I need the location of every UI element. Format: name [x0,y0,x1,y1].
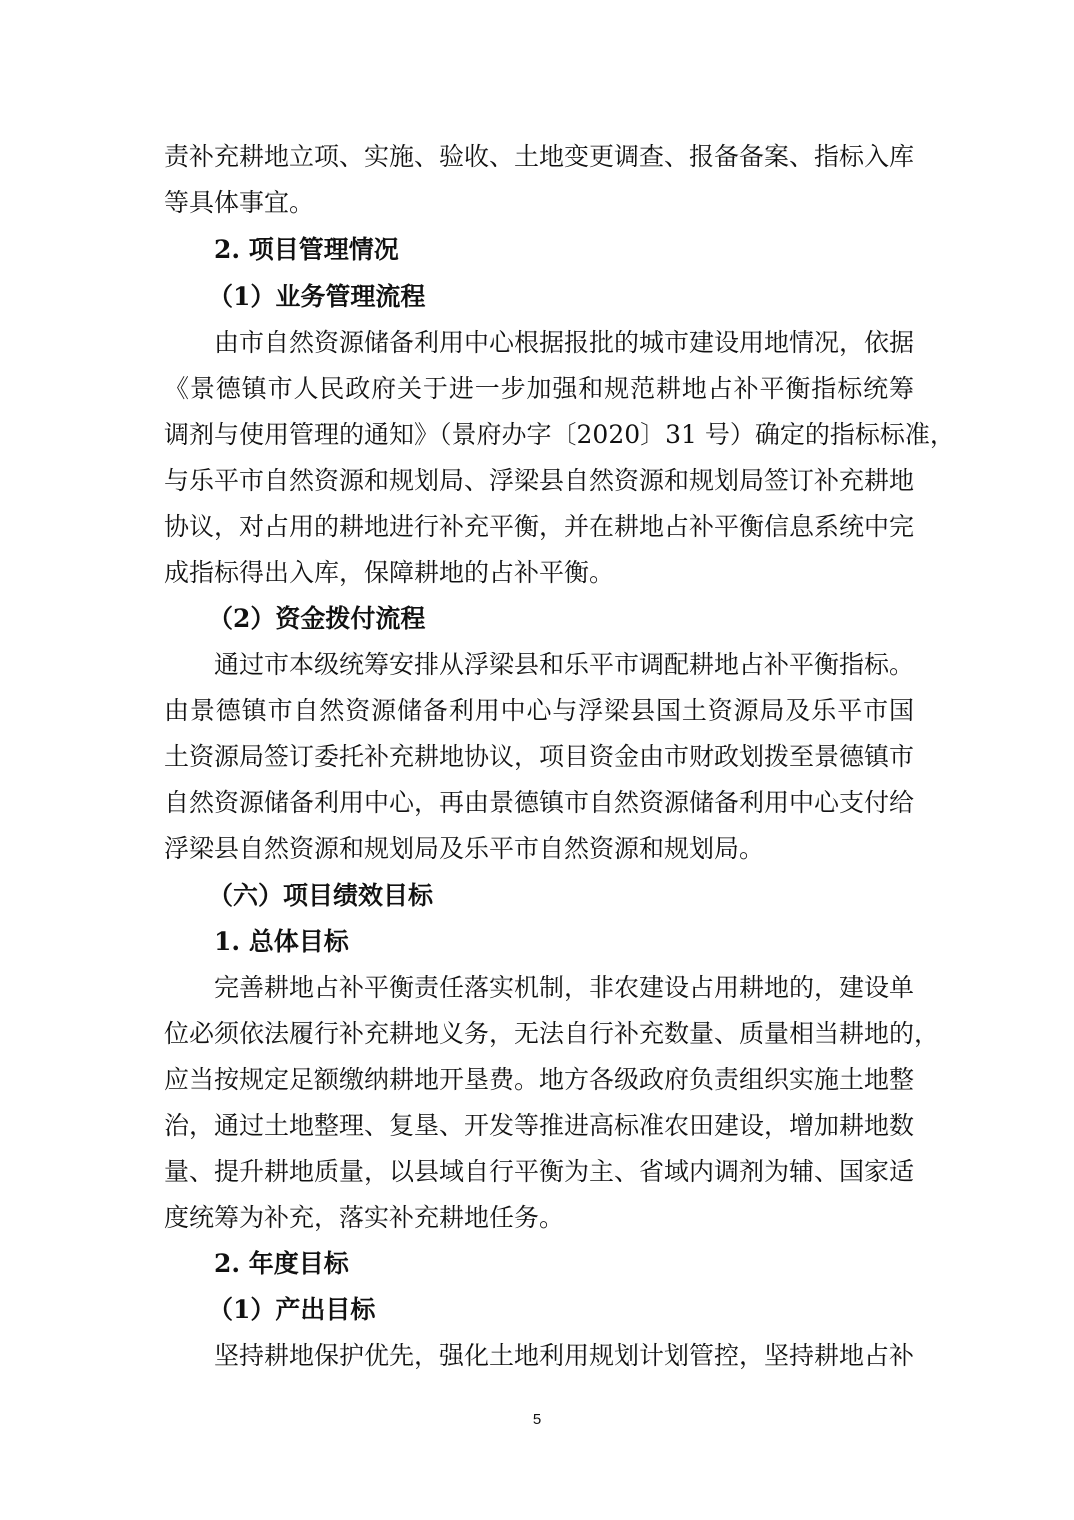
subsection-heading: （2）资金拨付流程 [208,604,426,633]
paragraph-line: 度统筹为补充，落实补充耕地任务。 [164,1203,565,1232]
paragraph-line: 等具体事宜。 [164,188,315,217]
paragraph-line: 成指标得出入库，保障耕地的占补平衡。 [164,558,615,587]
paragraph-line: 通过市本级统筹安排从浮梁县和乐平市调配耕地占补平衡指标。 [214,650,915,679]
subsection-heading: 1. 总体目标 [214,927,349,956]
subsection-heading: （1）产出目标 [208,1295,376,1324]
paragraph-line: 协议，对占用的耕地进行补充平衡，并在耕地占补平衡信息系统中完 [164,512,915,541]
paragraph-line: 完善耕地占补平衡责任落实机制，非农建设占用耕地的，建设单 [214,973,915,1002]
paragraph-line: 调剂与使用管理的通知》（景府办字〔2020〕31 号）确定的指标标准， [164,420,955,449]
subsection-heading: （1）业务管理流程 [208,282,426,311]
paragraph-line: 治，通过土地整理、复垦、开发等推进高标准农田建设，增加耕地数 [164,1111,915,1140]
paragraph-line: 应当按规定足额缴纳耕地开垦费。地方各级政府负责组织实施土地整 [164,1065,915,1094]
paragraph-line: 量、提升耕地质量，以县域自行平衡为主、省域内调剂为辅、国家适 [164,1157,915,1186]
paragraph-line: 与乐平市自然资源和规划局、浮梁县自然资源和规划局签订补充耕地 [164,466,915,495]
paragraph-line: 由市自然资源储备利用中心根据报批的城市建设用地情况，依据 [214,328,915,357]
paragraph-line: 浮梁县自然资源和规划局及乐平市自然资源和规划局。 [164,834,765,863]
paragraph-line: 责补充耕地立项、实施、验收、土地变更调查、报备备案、指标入库 [164,142,915,171]
paragraph-line: 位必须依法履行补充耕地义务，无法自行补充数量、质量相当耕地的， [164,1019,940,1048]
paragraph-line: 自然资源储备利用中心，再由景德镇市自然资源储备利用中心支付给 [164,788,915,817]
section-heading: （六）项目绩效目标 [208,881,434,910]
section-heading: 2. 项目管理情况 [214,235,399,264]
paragraph-line: 土资源局签订委托补充耕地协议，项目资金由市财政划拨至景德镇市 [164,742,915,771]
paragraph-line: 由景德镇市自然资源储备利用中心与浮梁县国土资源局及乐平市国 [164,696,914,725]
paragraph-line: 《景德镇市人民政府关于进一步加强和规范耕地占补平衡指标统筹 [164,374,914,403]
page-number: 5 [532,1411,542,1428]
subsection-heading: 2. 年度目标 [214,1249,349,1278]
paragraph-line: 坚持耕地保护优先，强化土地利用规划计划管控，坚持耕地占补 [214,1341,915,1370]
